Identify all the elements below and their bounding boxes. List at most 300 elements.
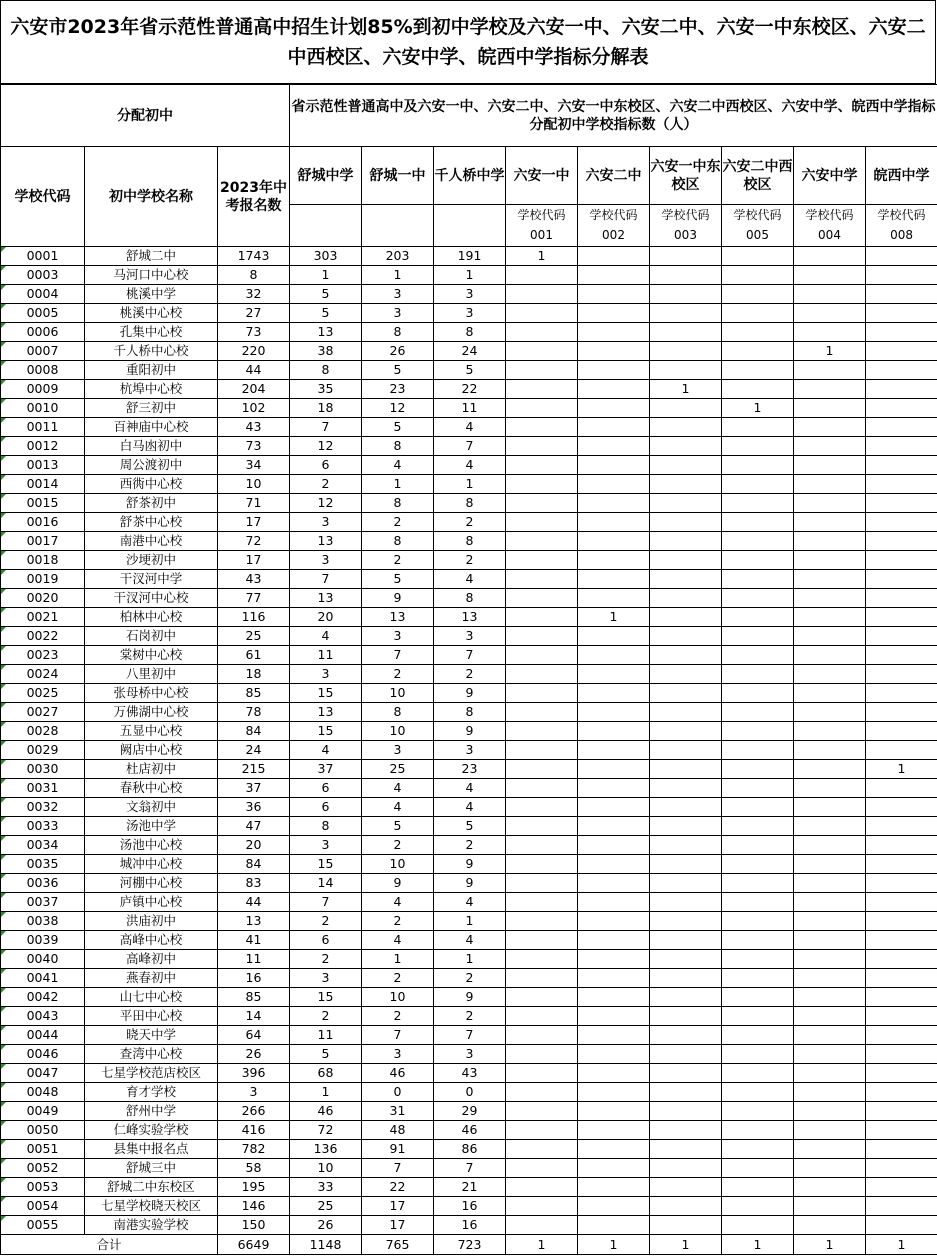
quota-cell[interactable]: 22 <box>362 1178 434 1197</box>
quota-cell[interactable] <box>794 247 866 266</box>
quota-cell[interactable] <box>722 779 794 798</box>
school-name-cell[interactable]: 文翁初中 <box>85 798 218 817</box>
quota-cell[interactable] <box>866 646 937 665</box>
quota-cell[interactable] <box>722 418 794 437</box>
quota-cell[interactable]: 7 <box>362 646 434 665</box>
quota-cell[interactable] <box>506 589 578 608</box>
quota-cell[interactable]: 2 <box>434 513 506 532</box>
quota-cell[interactable]: 23 <box>434 760 506 779</box>
quota-cell[interactable] <box>722 589 794 608</box>
quota-cell[interactable] <box>722 456 794 475</box>
quota-cell[interactable] <box>794 1216 866 1235</box>
registration-count-cell[interactable]: 43 <box>218 570 290 589</box>
quota-cell[interactable] <box>506 304 578 323</box>
quota-cell[interactable]: 3 <box>290 665 362 684</box>
quota-cell[interactable] <box>722 551 794 570</box>
quota-cell[interactable] <box>506 855 578 874</box>
school-code-cell[interactable]: 0006 <box>1 323 85 342</box>
registration-count-cell[interactable]: 77 <box>218 589 290 608</box>
quota-cell[interactable]: 12 <box>362 399 434 418</box>
registration-count-cell[interactable]: 61 <box>218 646 290 665</box>
quota-cell[interactable] <box>650 817 722 836</box>
quota-cell[interactable] <box>506 703 578 722</box>
registration-count-cell[interactable]: 10 <box>218 475 290 494</box>
quota-cell[interactable] <box>578 1045 650 1064</box>
quota-cell[interactable]: 1 <box>362 266 434 285</box>
quota-cell[interactable] <box>578 266 650 285</box>
quota-cell[interactable]: 16 <box>434 1216 506 1235</box>
quota-cell[interactable] <box>650 456 722 475</box>
quota-cell[interactable] <box>506 1216 578 1235</box>
school-name-cell[interactable]: 舒州中学 <box>85 1102 218 1121</box>
quota-cell[interactable] <box>578 247 650 266</box>
registration-count-cell[interactable]: 84 <box>218 855 290 874</box>
quota-cell[interactable] <box>650 1140 722 1159</box>
quota-cell[interactable]: 5 <box>434 361 506 380</box>
quota-cell[interactable] <box>506 798 578 817</box>
quota-cell[interactable]: 1 <box>290 266 362 285</box>
quota-cell[interactable] <box>722 361 794 380</box>
registration-count-cell[interactable]: 73 <box>218 437 290 456</box>
quota-cell[interactable]: 2 <box>362 912 434 931</box>
school-code-cell[interactable]: 0038 <box>1 912 85 931</box>
registration-count-cell[interactable]: 47 <box>218 817 290 836</box>
quota-cell[interactable]: 12 <box>290 437 362 456</box>
quota-cell[interactable] <box>794 475 866 494</box>
school-name-cell[interactable]: 干汊河中心校 <box>85 589 218 608</box>
quota-cell[interactable] <box>650 589 722 608</box>
quota-cell[interactable] <box>650 741 722 760</box>
quota-cell[interactable]: 1 <box>578 608 650 627</box>
quota-cell[interactable] <box>506 1121 578 1140</box>
school-code-cell[interactable]: 0012 <box>1 437 85 456</box>
quota-cell[interactable] <box>866 1159 937 1178</box>
quota-cell[interactable]: 7 <box>434 646 506 665</box>
quota-cell[interactable]: 2 <box>362 513 434 532</box>
quota-cell[interactable] <box>866 399 937 418</box>
quota-cell[interactable] <box>794 684 866 703</box>
total-value[interactable]: 1 <box>650 1235 722 1255</box>
quota-cell[interactable] <box>722 494 794 513</box>
quota-cell[interactable] <box>866 722 937 741</box>
registration-count-cell[interactable]: 41 <box>218 931 290 950</box>
quota-cell[interactable] <box>650 893 722 912</box>
quota-cell[interactable] <box>578 342 650 361</box>
quota-cell[interactable] <box>506 437 578 456</box>
quota-cell[interactable]: 5 <box>362 817 434 836</box>
quota-cell[interactable]: 33 <box>290 1178 362 1197</box>
quota-cell[interactable]: 22 <box>434 380 506 399</box>
quota-cell[interactable]: 11 <box>434 399 506 418</box>
quota-cell[interactable]: 3 <box>362 285 434 304</box>
quota-cell[interactable]: 5 <box>434 817 506 836</box>
quota-cell[interactable]: 5 <box>290 285 362 304</box>
quota-cell[interactable] <box>650 760 722 779</box>
quota-cell[interactable] <box>578 437 650 456</box>
registration-count-cell[interactable]: 16 <box>218 969 290 988</box>
school-name-cell[interactable]: 重阳初中 <box>85 361 218 380</box>
quota-cell[interactable]: 2 <box>290 912 362 931</box>
quota-cell[interactable] <box>722 266 794 285</box>
school-code-cell[interactable]: 0035 <box>1 855 85 874</box>
quota-cell[interactable] <box>506 418 578 437</box>
quota-cell[interactable] <box>578 494 650 513</box>
registration-count-cell[interactable]: 85 <box>218 684 290 703</box>
total-value[interactable]: 1 <box>866 1235 937 1255</box>
school-code-cell[interactable]: 0054 <box>1 1197 85 1216</box>
school-name-cell[interactable]: 舒城二中 <box>85 247 218 266</box>
quota-cell[interactable] <box>722 304 794 323</box>
quota-cell[interactable] <box>650 266 722 285</box>
quota-cell[interactable]: 3 <box>434 1045 506 1064</box>
quota-cell[interactable] <box>578 1159 650 1178</box>
registration-count-cell[interactable]: 11 <box>218 950 290 969</box>
quota-cell[interactable] <box>866 665 937 684</box>
quota-cell[interactable]: 136 <box>290 1140 362 1159</box>
school-name-cell[interactable]: 育才学校 <box>85 1083 218 1102</box>
quota-cell[interactable] <box>650 437 722 456</box>
quota-cell[interactable] <box>722 988 794 1007</box>
quota-cell[interactable]: 10 <box>362 722 434 741</box>
quota-cell[interactable]: 2 <box>290 1007 362 1026</box>
quota-cell[interactable] <box>506 1197 578 1216</box>
school-name-cell[interactable]: 晓天中学 <box>85 1026 218 1045</box>
quota-cell[interactable]: 17 <box>362 1216 434 1235</box>
quota-cell[interactable]: 4 <box>434 931 506 950</box>
quota-cell[interactable] <box>578 1197 650 1216</box>
quota-cell[interactable]: 4 <box>434 893 506 912</box>
quota-cell[interactable] <box>722 931 794 950</box>
registration-count-cell[interactable]: 17 <box>218 551 290 570</box>
school-code-cell[interactable]: 0020 <box>1 589 85 608</box>
quota-cell[interactable]: 3 <box>434 285 506 304</box>
quota-cell[interactable]: 17 <box>362 1197 434 1216</box>
quota-cell[interactable] <box>650 912 722 931</box>
quota-cell[interactable]: 3 <box>290 836 362 855</box>
quota-cell[interactable]: 10 <box>290 1159 362 1178</box>
quota-cell[interactable]: 13 <box>362 608 434 627</box>
quota-cell[interactable] <box>722 1197 794 1216</box>
school-code-cell[interactable]: 0014 <box>1 475 85 494</box>
quota-cell[interactable]: 14 <box>290 874 362 893</box>
quota-cell[interactable] <box>794 437 866 456</box>
quota-cell[interactable]: 1 <box>362 475 434 494</box>
quota-cell[interactable] <box>866 950 937 969</box>
quota-cell[interactable] <box>578 456 650 475</box>
quota-cell[interactable]: 31 <box>362 1102 434 1121</box>
quota-cell[interactable]: 7 <box>362 1159 434 1178</box>
quota-cell[interactable]: 3 <box>362 741 434 760</box>
school-name-cell[interactable]: 马河口中心校 <box>85 266 218 285</box>
quota-cell[interactable] <box>650 836 722 855</box>
total-value[interactable]: 1 <box>578 1235 650 1255</box>
quota-cell[interactable]: 13 <box>290 323 362 342</box>
quota-cell[interactable] <box>506 323 578 342</box>
quota-cell[interactable] <box>578 304 650 323</box>
quota-cell[interactable] <box>866 741 937 760</box>
registration-count-cell[interactable]: 44 <box>218 893 290 912</box>
school-name-cell[interactable]: 阙店中心校 <box>85 741 218 760</box>
quota-cell[interactable] <box>650 570 722 589</box>
quota-cell[interactable]: 9 <box>434 722 506 741</box>
school-code-cell[interactable]: 0049 <box>1 1102 85 1121</box>
quota-cell[interactable] <box>578 589 650 608</box>
quota-cell[interactable] <box>650 703 722 722</box>
quota-cell[interactable] <box>650 798 722 817</box>
quota-cell[interactable] <box>578 532 650 551</box>
quota-cell[interactable] <box>866 247 937 266</box>
quota-cell[interactable]: 4 <box>362 931 434 950</box>
quota-cell[interactable] <box>650 323 722 342</box>
total-value[interactable]: 1 <box>722 1235 794 1255</box>
quota-cell[interactable] <box>722 1045 794 1064</box>
quota-cell[interactable] <box>722 741 794 760</box>
registration-count-cell[interactable]: 13 <box>218 912 290 931</box>
quota-cell[interactable] <box>866 684 937 703</box>
quota-cell[interactable]: 12 <box>290 494 362 513</box>
quota-cell[interactable] <box>650 627 722 646</box>
quota-cell[interactable] <box>722 247 794 266</box>
quota-cell[interactable] <box>506 1083 578 1102</box>
school-code-cell[interactable]: 0005 <box>1 304 85 323</box>
total-count[interactable]: 6649 <box>218 1235 290 1255</box>
quota-cell[interactable] <box>794 418 866 437</box>
quota-cell[interactable] <box>578 760 650 779</box>
quota-cell[interactable] <box>794 570 866 589</box>
school-name-cell[interactable]: 八里初中 <box>85 665 218 684</box>
quota-cell[interactable] <box>578 1064 650 1083</box>
quota-cell[interactable] <box>866 380 937 399</box>
quota-cell[interactable] <box>866 437 937 456</box>
school-code-cell[interactable]: 0025 <box>1 684 85 703</box>
school-code-cell[interactable]: 0032 <box>1 798 85 817</box>
quota-cell[interactable] <box>506 627 578 646</box>
school-code-cell[interactable]: 0052 <box>1 1159 85 1178</box>
quota-cell[interactable]: 8 <box>434 589 506 608</box>
quota-cell[interactable] <box>722 760 794 779</box>
quota-cell[interactable] <box>722 1178 794 1197</box>
quota-cell[interactable] <box>794 969 866 988</box>
quota-cell[interactable] <box>722 798 794 817</box>
quota-cell[interactable] <box>650 931 722 950</box>
quota-cell[interactable] <box>578 988 650 1007</box>
registration-count-cell[interactable]: 8 <box>218 266 290 285</box>
quota-cell[interactable] <box>722 475 794 494</box>
school-name-cell[interactable]: 洪庙初中 <box>85 912 218 931</box>
quota-cell[interactable]: 72 <box>290 1121 362 1140</box>
school-code-cell[interactable]: 0007 <box>1 342 85 361</box>
registration-count-cell[interactable]: 32 <box>218 285 290 304</box>
quota-cell[interactable] <box>722 722 794 741</box>
quota-cell[interactable] <box>650 608 722 627</box>
quota-cell[interactable] <box>866 988 937 1007</box>
quota-cell[interactable] <box>722 1121 794 1140</box>
quota-cell[interactable] <box>866 703 937 722</box>
school-code-cell[interactable]: 0021 <box>1 608 85 627</box>
school-code-cell[interactable]: 0010 <box>1 399 85 418</box>
quota-cell[interactable] <box>866 494 937 513</box>
quota-cell[interactable]: 5 <box>362 361 434 380</box>
quota-cell[interactable] <box>866 475 937 494</box>
quota-cell[interactable]: 4 <box>362 893 434 912</box>
school-name-cell[interactable]: 汤池中心校 <box>85 836 218 855</box>
quota-cell[interactable] <box>794 1102 866 1121</box>
school-code-cell[interactable]: 0036 <box>1 874 85 893</box>
quota-cell[interactable]: 3 <box>290 513 362 532</box>
school-name-cell[interactable]: 舒城二中东校区 <box>85 1178 218 1197</box>
registration-count-cell[interactable]: 102 <box>218 399 290 418</box>
quota-cell[interactable]: 6 <box>290 931 362 950</box>
registration-count-cell[interactable]: 416 <box>218 1121 290 1140</box>
quota-cell[interactable] <box>722 1083 794 1102</box>
quota-cell[interactable]: 4 <box>434 418 506 437</box>
quota-cell[interactable]: 68 <box>290 1064 362 1083</box>
quota-cell[interactable] <box>722 285 794 304</box>
quota-cell[interactable] <box>506 1045 578 1064</box>
school-name-cell[interactable]: 周公渡初中 <box>85 456 218 475</box>
quota-cell[interactable] <box>506 285 578 304</box>
quota-cell[interactable]: 1 <box>434 475 506 494</box>
quota-cell[interactable] <box>650 1083 722 1102</box>
quota-cell[interactable] <box>722 570 794 589</box>
quota-cell[interactable] <box>794 1045 866 1064</box>
quota-cell[interactable] <box>794 1159 866 1178</box>
registration-count-cell[interactable]: 78 <box>218 703 290 722</box>
school-code-cell[interactable]: 0015 <box>1 494 85 513</box>
quota-cell[interactable] <box>650 513 722 532</box>
quota-cell[interactable]: 9 <box>434 874 506 893</box>
quota-cell[interactable] <box>722 684 794 703</box>
registration-count-cell[interactable]: 204 <box>218 380 290 399</box>
quota-cell[interactable] <box>866 1121 937 1140</box>
quota-cell[interactable]: 1 <box>434 266 506 285</box>
quota-cell[interactable] <box>650 1102 722 1121</box>
quota-cell[interactable]: 37 <box>290 760 362 779</box>
quota-cell[interactable] <box>506 988 578 1007</box>
quota-cell[interactable] <box>866 798 937 817</box>
quota-cell[interactable] <box>866 1216 937 1235</box>
quota-cell[interactable] <box>794 494 866 513</box>
quota-cell[interactable]: 13 <box>290 589 362 608</box>
quota-cell[interactable] <box>722 665 794 684</box>
school-name-cell[interactable]: 杜店初中 <box>85 760 218 779</box>
quota-cell[interactable]: 2 <box>434 1007 506 1026</box>
school-name-cell[interactable]: 平田中心校 <box>85 1007 218 1026</box>
school-name-cell[interactable]: 干汊河中学 <box>85 570 218 589</box>
quota-cell[interactable] <box>650 646 722 665</box>
quota-cell[interactable] <box>650 855 722 874</box>
quota-cell[interactable] <box>866 1083 937 1102</box>
school-name-cell[interactable]: 庐镇中心校 <box>85 893 218 912</box>
quota-cell[interactable]: 11 <box>290 1026 362 1045</box>
quota-cell[interactable]: 1 <box>794 342 866 361</box>
school-name-cell[interactable]: 舒城三中 <box>85 1159 218 1178</box>
quota-cell[interactable]: 4 <box>290 627 362 646</box>
quota-cell[interactable] <box>794 304 866 323</box>
quota-cell[interactable] <box>650 551 722 570</box>
school-code-cell[interactable]: 0031 <box>1 779 85 798</box>
quota-cell[interactable]: 2 <box>362 969 434 988</box>
registration-count-cell[interactable]: 25 <box>218 627 290 646</box>
registration-count-cell[interactable]: 27 <box>218 304 290 323</box>
quota-cell[interactable] <box>722 437 794 456</box>
school-name-cell[interactable]: 山七中心校 <box>85 988 218 1007</box>
quota-cell[interactable] <box>650 1045 722 1064</box>
school-name-cell[interactable]: 棠树中心校 <box>85 646 218 665</box>
quota-cell[interactable] <box>650 1121 722 1140</box>
school-code-cell[interactable]: 0043 <box>1 1007 85 1026</box>
quota-cell[interactable] <box>506 893 578 912</box>
quota-cell[interactable]: 8 <box>362 532 434 551</box>
quota-cell[interactable]: 7 <box>434 1026 506 1045</box>
quota-cell[interactable] <box>578 912 650 931</box>
quota-cell[interactable] <box>506 361 578 380</box>
school-name-cell[interactable]: 高峰初中 <box>85 950 218 969</box>
quota-cell[interactable] <box>506 456 578 475</box>
quota-cell[interactable] <box>794 855 866 874</box>
school-code-cell[interactable]: 0048 <box>1 1083 85 1102</box>
quota-cell[interactable] <box>578 1102 650 1121</box>
school-name-cell[interactable]: 五显中心校 <box>85 722 218 741</box>
quota-cell[interactable] <box>794 1064 866 1083</box>
quota-cell[interactable] <box>650 1064 722 1083</box>
quota-cell[interactable] <box>722 703 794 722</box>
quota-cell[interactable] <box>794 950 866 969</box>
school-name-cell[interactable]: 查湾中心校 <box>85 1045 218 1064</box>
quota-cell[interactable] <box>866 285 937 304</box>
school-code-cell[interactable]: 0003 <box>1 266 85 285</box>
quota-cell[interactable]: 8 <box>362 323 434 342</box>
quota-cell[interactable]: 2 <box>434 551 506 570</box>
quota-cell[interactable] <box>794 836 866 855</box>
quota-cell[interactable]: 9 <box>434 684 506 703</box>
school-name-cell[interactable]: 仁峰实验学校 <box>85 1121 218 1140</box>
registration-count-cell[interactable]: 195 <box>218 1178 290 1197</box>
quota-cell[interactable]: 3 <box>362 627 434 646</box>
school-code-cell[interactable]: 0053 <box>1 1178 85 1197</box>
quota-cell[interactable] <box>578 817 650 836</box>
registration-count-cell[interactable]: 37 <box>218 779 290 798</box>
school-code-cell[interactable]: 0050 <box>1 1121 85 1140</box>
school-code-cell[interactable]: 0019 <box>1 570 85 589</box>
quota-cell[interactable] <box>794 817 866 836</box>
quota-cell[interactable]: 35 <box>290 380 362 399</box>
school-code-cell[interactable]: 0046 <box>1 1045 85 1064</box>
quota-cell[interactable] <box>650 1159 722 1178</box>
quota-cell[interactable]: 1 <box>362 950 434 969</box>
quota-cell[interactable]: 2 <box>362 551 434 570</box>
quota-cell[interactable] <box>866 627 937 646</box>
quota-cell[interactable] <box>506 608 578 627</box>
quota-cell[interactable]: 20 <box>290 608 362 627</box>
quota-cell[interactable] <box>866 874 937 893</box>
quota-cell[interactable] <box>578 1007 650 1026</box>
quota-cell[interactable] <box>578 551 650 570</box>
quota-cell[interactable]: 2 <box>362 1007 434 1026</box>
quota-cell[interactable] <box>650 779 722 798</box>
quota-cell[interactable]: 2 <box>434 665 506 684</box>
school-name-cell[interactable]: 河棚中心校 <box>85 874 218 893</box>
quota-cell[interactable]: 4 <box>434 798 506 817</box>
registration-count-cell[interactable]: 146 <box>218 1197 290 1216</box>
quota-cell[interactable]: 15 <box>290 988 362 1007</box>
quota-cell[interactable]: 46 <box>290 1102 362 1121</box>
quota-cell[interactable] <box>794 551 866 570</box>
quota-cell[interactable] <box>506 1026 578 1045</box>
quota-cell[interactable]: 3 <box>290 551 362 570</box>
school-name-cell[interactable]: 杭埠中心校 <box>85 380 218 399</box>
quota-cell[interactable] <box>578 361 650 380</box>
